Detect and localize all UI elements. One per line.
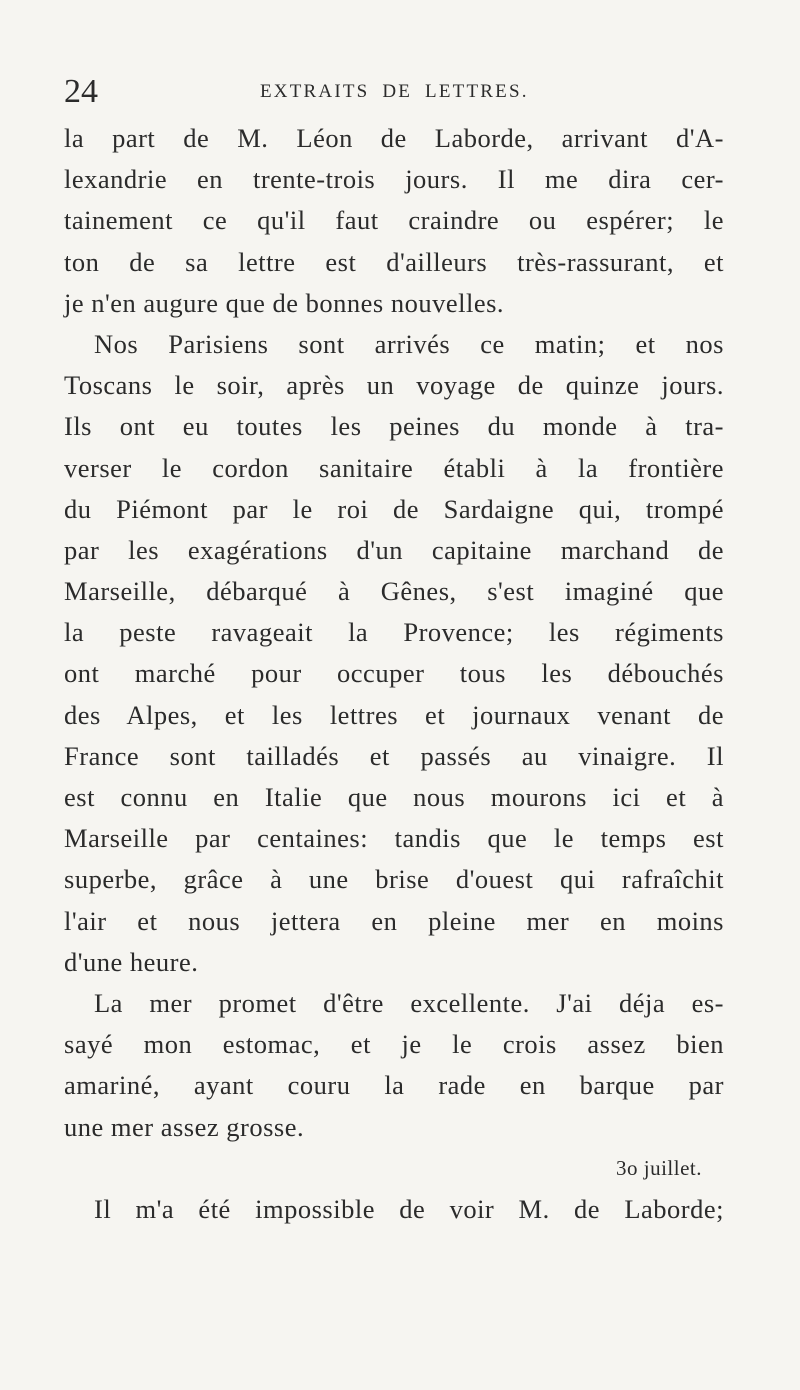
text-line: l'air et nous jettera en pleine mer en moins [64,905,724,936]
text-line: ont marché pour occuper tous les débouchés [64,658,724,689]
text-line: tainement ce qu'il faut craindre ou espérer; le [64,205,724,236]
text-line: sayé mon estomac, et je le crois assez bien [64,1029,724,1060]
text-line: une mer assez grosse. [64,1111,305,1142]
body-text [64,118,724,1230]
text-line: La mer promet d'être excellente. J'ai déja es- [94,987,724,1018]
text-line: France sont tailladés et passés au vinaigre. Il [64,740,724,771]
text-line: lexandrie en trente-trois jours. Il me dira cer- [64,164,724,195]
text-line: Nos Parisiens sont arrivés ce matin; et nos [94,328,724,359]
text-line: par les exagérations d'un capitaine marchand de [64,534,724,565]
text-line: est connu en Italie que nous mourons ici et à [64,782,724,812]
text-line: des Alpes, et les lettres et journaux venant de [64,699,724,730]
text-line: la peste ravageait la Provence; les régiments [64,617,724,648]
text-line: ton de sa lettre est d'ailleurs très-rassurant, et [64,246,724,277]
text-line: d'une heure. [64,946,199,977]
text-line: Ils ont eu toutes les peines du monde à tra- [64,411,724,442]
text-line: la part de M. Léon de Laborde, arrivant d'A- [64,123,724,153]
text-line: Toscans le soir, après un voyage de quinze jours. [64,370,724,401]
text-line: amariné, ayant couru la rade en barque par [64,1070,724,1101]
text-line: Marseille par centaines: tandis que le temps est [64,823,724,854]
letter-date: 3o juillet. [616,1155,702,1180]
running-head: EXTRAITS DE LETTRES. [260,81,529,102]
text-line: Il m'a été impossible de voir M. de Laborde; [94,1193,724,1224]
text-line: du Piémont par le roi de Sardaigne qui, trompé [64,493,724,524]
text-line: verser le cordon sanitaire établi à la frontière [64,452,724,483]
text-line: superbe, grâce à une brise d'ouest qui rafraîchit [64,864,724,895]
page-number: 24 [64,73,98,110]
page-header [64,72,744,112]
text-line: je n'en augure que de bonnes nouvelles. [64,287,505,318]
text-line: Marseille, débarqué à Gênes, s'est imaginé que [64,576,724,607]
